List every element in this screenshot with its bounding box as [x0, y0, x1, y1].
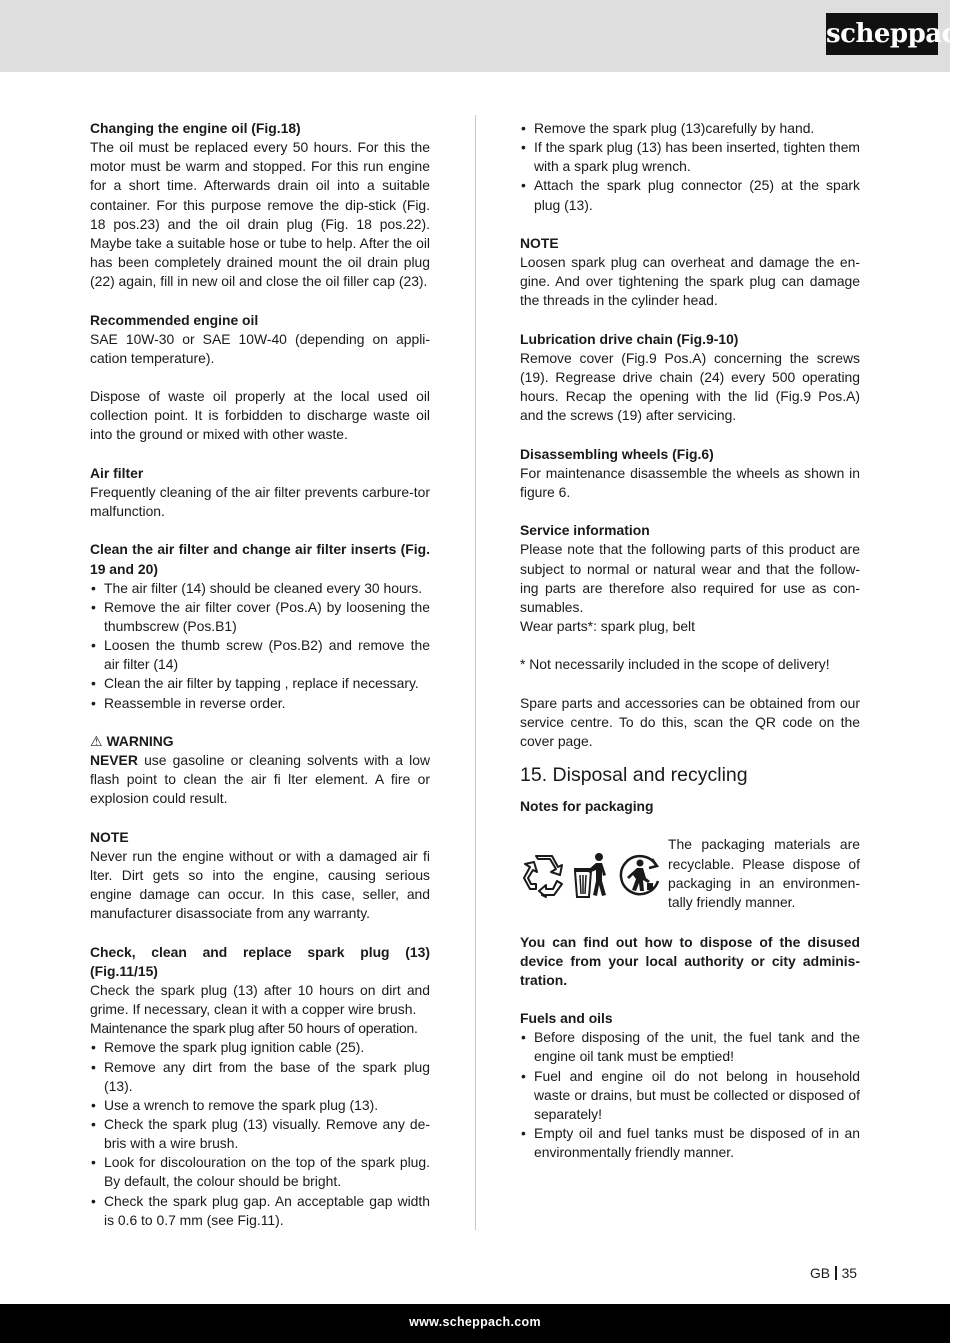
note-heading: NOTE	[90, 828, 129, 845]
spark-plug-text: Check the spark plug (13) after 10 hours on dirt and grime. If necessary, clean it with a copper wire brush.	[90, 981, 430, 1018]
service-heading: Service information	[520, 522, 650, 539]
clean-filter-list	[90, 579, 430, 713]
recycle-person-icon	[616, 851, 664, 899]
recommended-oil-text: SAE 10W-30 or SAE 10W-40 (depending on appli-cation temperature).	[90, 330, 430, 366]
list-item: • Empty oil and fuel tanks must be disposed of in an environmentally friendly manner.	[520, 1124, 860, 1162]
spare-parts-text: Spare parts and accessories can be obtained from our service centre. To do this, scan the QR code on the cover page.	[520, 694, 860, 749]
warning-text	[90, 751, 430, 808]
note-heading: NOTE	[520, 234, 559, 251]
page-separator	[835, 1266, 837, 1280]
wear-parts-text: Wear parts*: spark plug, belt	[520, 618, 696, 634]
list-item: • Remove any dirt from the base of the spark plug (13).	[90, 1058, 430, 1096]
warning-heading	[90, 732, 430, 751]
list-item: • Remove the spark plug (13)carefully by hand.	[520, 119, 860, 138]
scheppach-logo: scheppach	[826, 13, 938, 55]
clean-filter-heading: Clean the air filter and change air filter inserts (Fig. 19 and 20)	[90, 541, 430, 577]
list-item: • Reassemble in reverse order.	[90, 694, 430, 713]
dispose-oil-text: Dispose of waste oil properly at the local used oil collection point. It is forbidden to discharge waste oil into the ground or mixed with other waste.	[90, 388, 430, 443]
oil-change-text: The oil must be replaced every 50 hours. For this the motor must be warm and stopped. For this run engine for a short time. Afterwards drain oil into a suitable container. For this purpose remove the dip-stick (Fig. 18 pos.23) and the oil drain plug (Fig. 18 pos.22). Maybe take a suitable hose or tube to help. After the oil has been completely drained mount the oil drain plug (22) again, fill in new oil and close the oil filler cap (23).	[90, 139, 430, 290]
list-item: • Attach the spark plug connector (25) at the spark plug (13).	[520, 176, 860, 214]
oil-change-heading: Changing the engine oil (Fig.18)	[90, 120, 301, 136]
air-filter-text: Frequently cleaning of the air filter prevents carbure-tor malfunction.	[90, 483, 430, 520]
list-item: • Check the spark plug gap. An acceptable gap width is 0.6 to 0.7 mm (see Fig.11).	[90, 1192, 430, 1230]
list-item: • Remove the air filter cover (Pos.A) by loosening the thumbscrew (Pos.B1)	[90, 598, 430, 636]
not-included-text: * Not necessarily included in the scope of delivery!	[520, 656, 830, 673]
page-header	[0, 0, 975, 72]
waste-bin-icon	[572, 851, 612, 899]
warning-body: use gasoline or cleaning solvents with a low flash point to clean the air fi lter element. A fire or explosion could result.	[90, 752, 430, 807]
fuels-heading: Fuels and oils	[520, 1010, 613, 1027]
list-item: • Clean the air filter by tapping , replace if necessary.	[90, 674, 430, 693]
lubrication-heading: Lubrication drive chain (Fig.9-10)	[520, 330, 739, 347]
air-filter-heading: Air filter	[90, 464, 144, 481]
packaging-text: The packaging materials are recyclable. Please dispose of packaging in an environmen-tally friendly manner.	[668, 836, 860, 910]
list-item: • Fuel and engine oil do not belong in household waste or drains, but must be collected or disposed of separately!	[520, 1067, 860, 1124]
authority-text: You can find out how to dispose of the disused device from your local authority or city adminis-tration.	[520, 933, 860, 988]
wheels-text: For maintenance disassemble the wheels as shown in figure 6.	[520, 464, 860, 500]
page-footer	[0, 1304, 950, 1343]
list-item: • The air filter (14) should be cleaned every 30 hours.	[90, 579, 430, 598]
recommended-oil-heading: Recommended engine oil	[90, 311, 259, 328]
list-item: • Before disposing of the unit, the fuel tank and the engine oil tank must be emptied!	[520, 1028, 860, 1066]
service-text: Please note that the following parts of this product are subject to normal or natural wear and that the follow-ing parts are therefore also required for use as con-sumables.	[520, 541, 860, 615]
spark-plug-heading: Check, clean and replace spark plug (13) (Fig.11/15)	[90, 943, 430, 979]
list-item: • Use a wrench to remove the spark plug (13).	[90, 1096, 430, 1115]
right-column	[520, 119, 860, 1162]
note-text: Loosen spark plug can overheat and damage the en-gine. And over tightening the spark plug can damage the threads in the cylinder head.	[520, 254, 860, 309]
page-number	[810, 1265, 857, 1281]
packaging-row	[520, 835, 860, 913]
recycling-icons	[520, 835, 668, 913]
warning-title: WARNING	[106, 732, 174, 749]
recycle-arrows-icon	[520, 851, 568, 899]
list-item: • Look for discolouration on the top of the spark plug. By default, the colour should be bright.	[90, 1153, 430, 1191]
left-column	[90, 119, 430, 1230]
lubrication-text: Remove cover (Fig.9 Pos.A) concerning the screws (19). Regrease drive chain (24) every 500 operating hours. Recap the opening with the lid (Fig.9 Pos.A) and the screws (19) after servicing.	[520, 349, 860, 424]
spark-plug-list-continued	[520, 119, 860, 215]
note-text: Never run the engine without or with a damaged air fi lter. Dirt gets so into the engine, causing serious engine damage can occur. In this case, seller, and manufacturer disassociate from any warranty.	[90, 847, 430, 922]
footer-url: www.scheppach.com	[409, 1315, 541, 1329]
spark-plug-list	[90, 1038, 430, 1230]
warning-icon: ⚠	[90, 732, 103, 749]
spark-plug-text-2: Maintenance the spark plug after 50 hours of operation.	[90, 1020, 418, 1037]
list-item: • Check the spark plug (13) visually. Remove any de-bris with a wire brush.	[90, 1115, 430, 1153]
page-lang: GB	[810, 1265, 831, 1281]
list-item: • Remove the spark plug ignition cable (25).	[90, 1038, 430, 1057]
packaging-heading: Notes for packaging	[520, 798, 654, 815]
fuels-list	[520, 1028, 860, 1162]
list-item: • If the spark plug (13) has been inserted, tighten them with a spark plug wrench.	[520, 138, 860, 176]
column-divider	[475, 115, 476, 1230]
list-item: • Loosen the thumb screw (Pos.B2) and remove the air filter (14)	[90, 636, 430, 674]
warning-never: NEVER	[90, 752, 138, 769]
page-number-value: 35	[841, 1265, 858, 1281]
wheels-heading: Disassembling wheels (Fig.6)	[520, 445, 714, 462]
section-heading-disposal: 15. Disposal and recycling	[520, 764, 748, 787]
